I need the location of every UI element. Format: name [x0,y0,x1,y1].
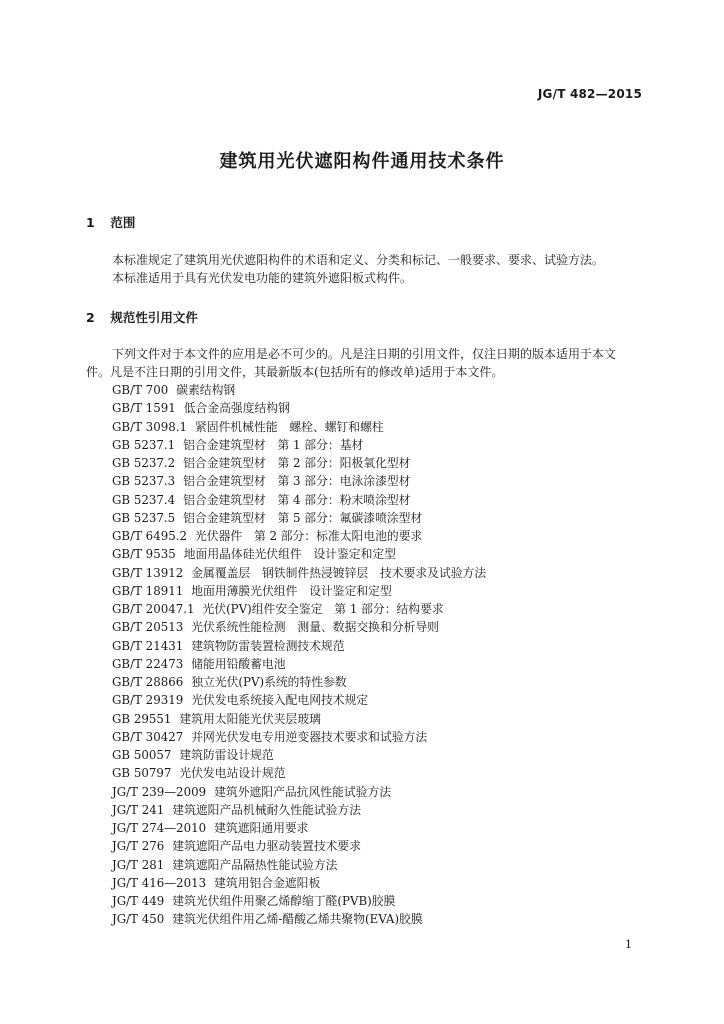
references-intro-line-1: 下列文件对于本文件的应用是必不可少的。凡是注日期的引用文件，仅注日期的版本适用于本文 [112,347,617,361]
reference-code: GB/T 700 [112,383,169,397]
reference-item [112,381,486,399]
reference-code: GB 5237.4 [112,492,176,507]
reference-title: 光伏(PV)组件安全鉴定 第 1 部分：结构要求 [202,602,444,616]
reference-title: 铝合金建筑型材 第 5 部分：氟碳漆喷涂型材 [183,510,423,525]
reference-item [112,564,486,582]
reference-title: 建筑物防雷装置检测技术规范 [191,638,345,653]
reference-code: JG/T 449 [112,894,165,908]
reference-code: GB 50057 [112,748,172,762]
reference-title: 紧固件机械性能 螺栓、螺钉和螺柱 [194,419,384,434]
reference-title: 储能用铅酸蓄电池 [191,656,286,671]
reference-code: GB 5237.2 [112,456,176,470]
reference-code: GB 50797 [112,766,172,781]
reference-code: GB/T 13912 [112,565,184,580]
references-intro-line-2: 件。凡是不注日期的引用文件，其最新版本(包括所有的修改单)适用于本文件。 [86,365,504,379]
reference-title: 铝合金建筑型材 第 3 部分：电泳涂漆型材 [183,474,411,489]
reference-item [112,418,486,436]
reference-title: 建筑光伏组件用聚乙烯醇缩丁醛(PVB)胶膜 [172,894,396,908]
reference-code: JG/T 276 [112,839,165,854]
section-2-title: 规范性引用文件 [110,310,198,325]
reference-item [112,618,486,636]
reference-title: 并网光伏发电专用逆变器技术要求和试验方法 [191,729,428,744]
normative-reference-list [112,381,486,929]
section-1-title: 范围 [110,215,136,230]
reference-item [112,892,486,910]
reference-item [112,710,486,728]
reference-code: GB/T 21431 [112,638,184,653]
reference-title: 低合金高强度结构钢 [183,401,290,416]
reference-item [112,454,486,472]
reference-item [112,472,486,490]
reference-code: JG/T 281 [112,857,165,872]
reference-code: GB 29551 [112,711,172,726]
reference-item [112,874,486,892]
reference-title: 光伏器件 第 2 部分：标准太阳电池的要求 [194,529,423,543]
reference-title: 铝合金建筑型材 第 2 部分：阳极氧化型材 [183,456,411,470]
reference-item [112,655,486,673]
reference-title: 建筑用铝合金遮阳板 [214,875,321,890]
reference-item [112,910,486,928]
reference-item [112,600,486,618]
reference-item [112,764,486,782]
reference-title: 光伏发电站设计规范 [179,766,286,781]
reference-title: 建筑遮阳产品电力驱动装置技术要求 [172,839,362,854]
reference-title: 建筑防雷设计规范 [179,748,274,762]
document-code: JG/T 482—2015 [537,87,642,101]
reference-title: 建筑遮阳通用要求 [214,821,309,835]
section-1-number: 1 [86,215,95,230]
reference-title: 建筑外遮阳产品抗风性能试验方法 [214,784,392,799]
reference-code: GB 5237.5 [112,510,176,525]
reference-code: GB/T 30427 [112,729,184,744]
reference-item [112,436,486,454]
reference-title: 地面用晶体硅光伏组件 设计鉴定和定型 [183,547,397,562]
reference-item [112,527,486,545]
reference-item [112,856,486,874]
reference-code: GB/T 6495.2 [112,529,187,543]
reference-code: GB/T 1591 [112,401,176,416]
reference-code: JG/T 241 [112,802,165,817]
reference-title: 建筑光伏组件用乙烯-醋酸乙烯共聚物(EVA)胶膜 [172,912,423,927]
page-number: 1 [625,938,632,951]
reference-code: GB/T 3098.1 [112,419,187,434]
reference-title: 铝合金建筑型材 第 4 部分：粉末喷涂型材 [183,492,411,507]
reference-code: GB/T 22473 [112,656,184,671]
section-2-number: 2 [86,310,95,325]
reference-item [112,509,486,527]
scope-paragraph-2: 本标准适用于具有光伏发电功能的建筑外遮阳板式构件。 [112,271,413,285]
reference-code: GB/T 20047.1 [112,602,195,616]
reference-item [112,783,486,801]
reference-title: 建筑遮阳产品机械耐久性能试验方法 [172,802,362,817]
document-title: 建筑用光伏遮阳构件通用技术条件 [219,151,505,172]
section-2-heading [86,308,198,326]
reference-title: 光伏系统性能检测 测量、数据交换和分析导则 [191,620,439,635]
reference-item [112,582,486,600]
section-1-heading [86,213,135,231]
reference-code: GB/T 29319 [112,693,184,708]
reference-code: JG/T 416—2013 [112,875,207,890]
reference-item [112,545,486,563]
reference-code: JG/T 274—2010 [112,821,207,835]
reference-code: GB/T 28866 [112,675,184,689]
reference-title: 铝合金建筑型材 第 1 部分：基材 [183,437,364,452]
reference-code: GB 5237.3 [112,474,176,489]
reference-item [112,399,486,417]
reference-title: 金属覆盖层 钢铁制件热浸镀锌层 技术要求及试验方法 [191,565,487,580]
reference-code: GB/T 9535 [112,547,176,562]
reference-title: 地面用薄膜光伏组件 设计鉴定和定型 [191,583,392,598]
reference-item [112,673,486,691]
reference-title: 建筑遮阳产品隔热性能试验方法 [172,857,338,872]
reference-title: 独立光伏(PV)系统的特性参数 [191,675,347,689]
reference-item [112,837,486,855]
reference-item [112,691,486,709]
reference-item [112,491,486,509]
scope-paragraph-1: 本标准规定了建筑用光伏遮阳构件的术语和定义、分类和标记、一般要求、要求、试验方法。 [112,253,605,267]
reference-item [112,746,486,764]
reference-item [112,819,486,837]
reference-code: JG/T 450 [112,912,165,927]
reference-code: JG/T 239—2009 [112,784,207,799]
reference-title: 光伏发电系统接入配电网技术规定 [191,693,369,708]
reference-item [112,728,486,746]
reference-item [112,637,486,655]
reference-code: GB/T 20513 [112,620,184,635]
reference-item [112,801,486,819]
reference-title: 建筑用太阳能光伏夹层玻璃 [179,711,321,726]
reference-code: GB/T 18911 [112,583,184,598]
reference-title: 碳素结构钢 [176,383,236,397]
reference-code: GB 5237.1 [112,437,176,452]
